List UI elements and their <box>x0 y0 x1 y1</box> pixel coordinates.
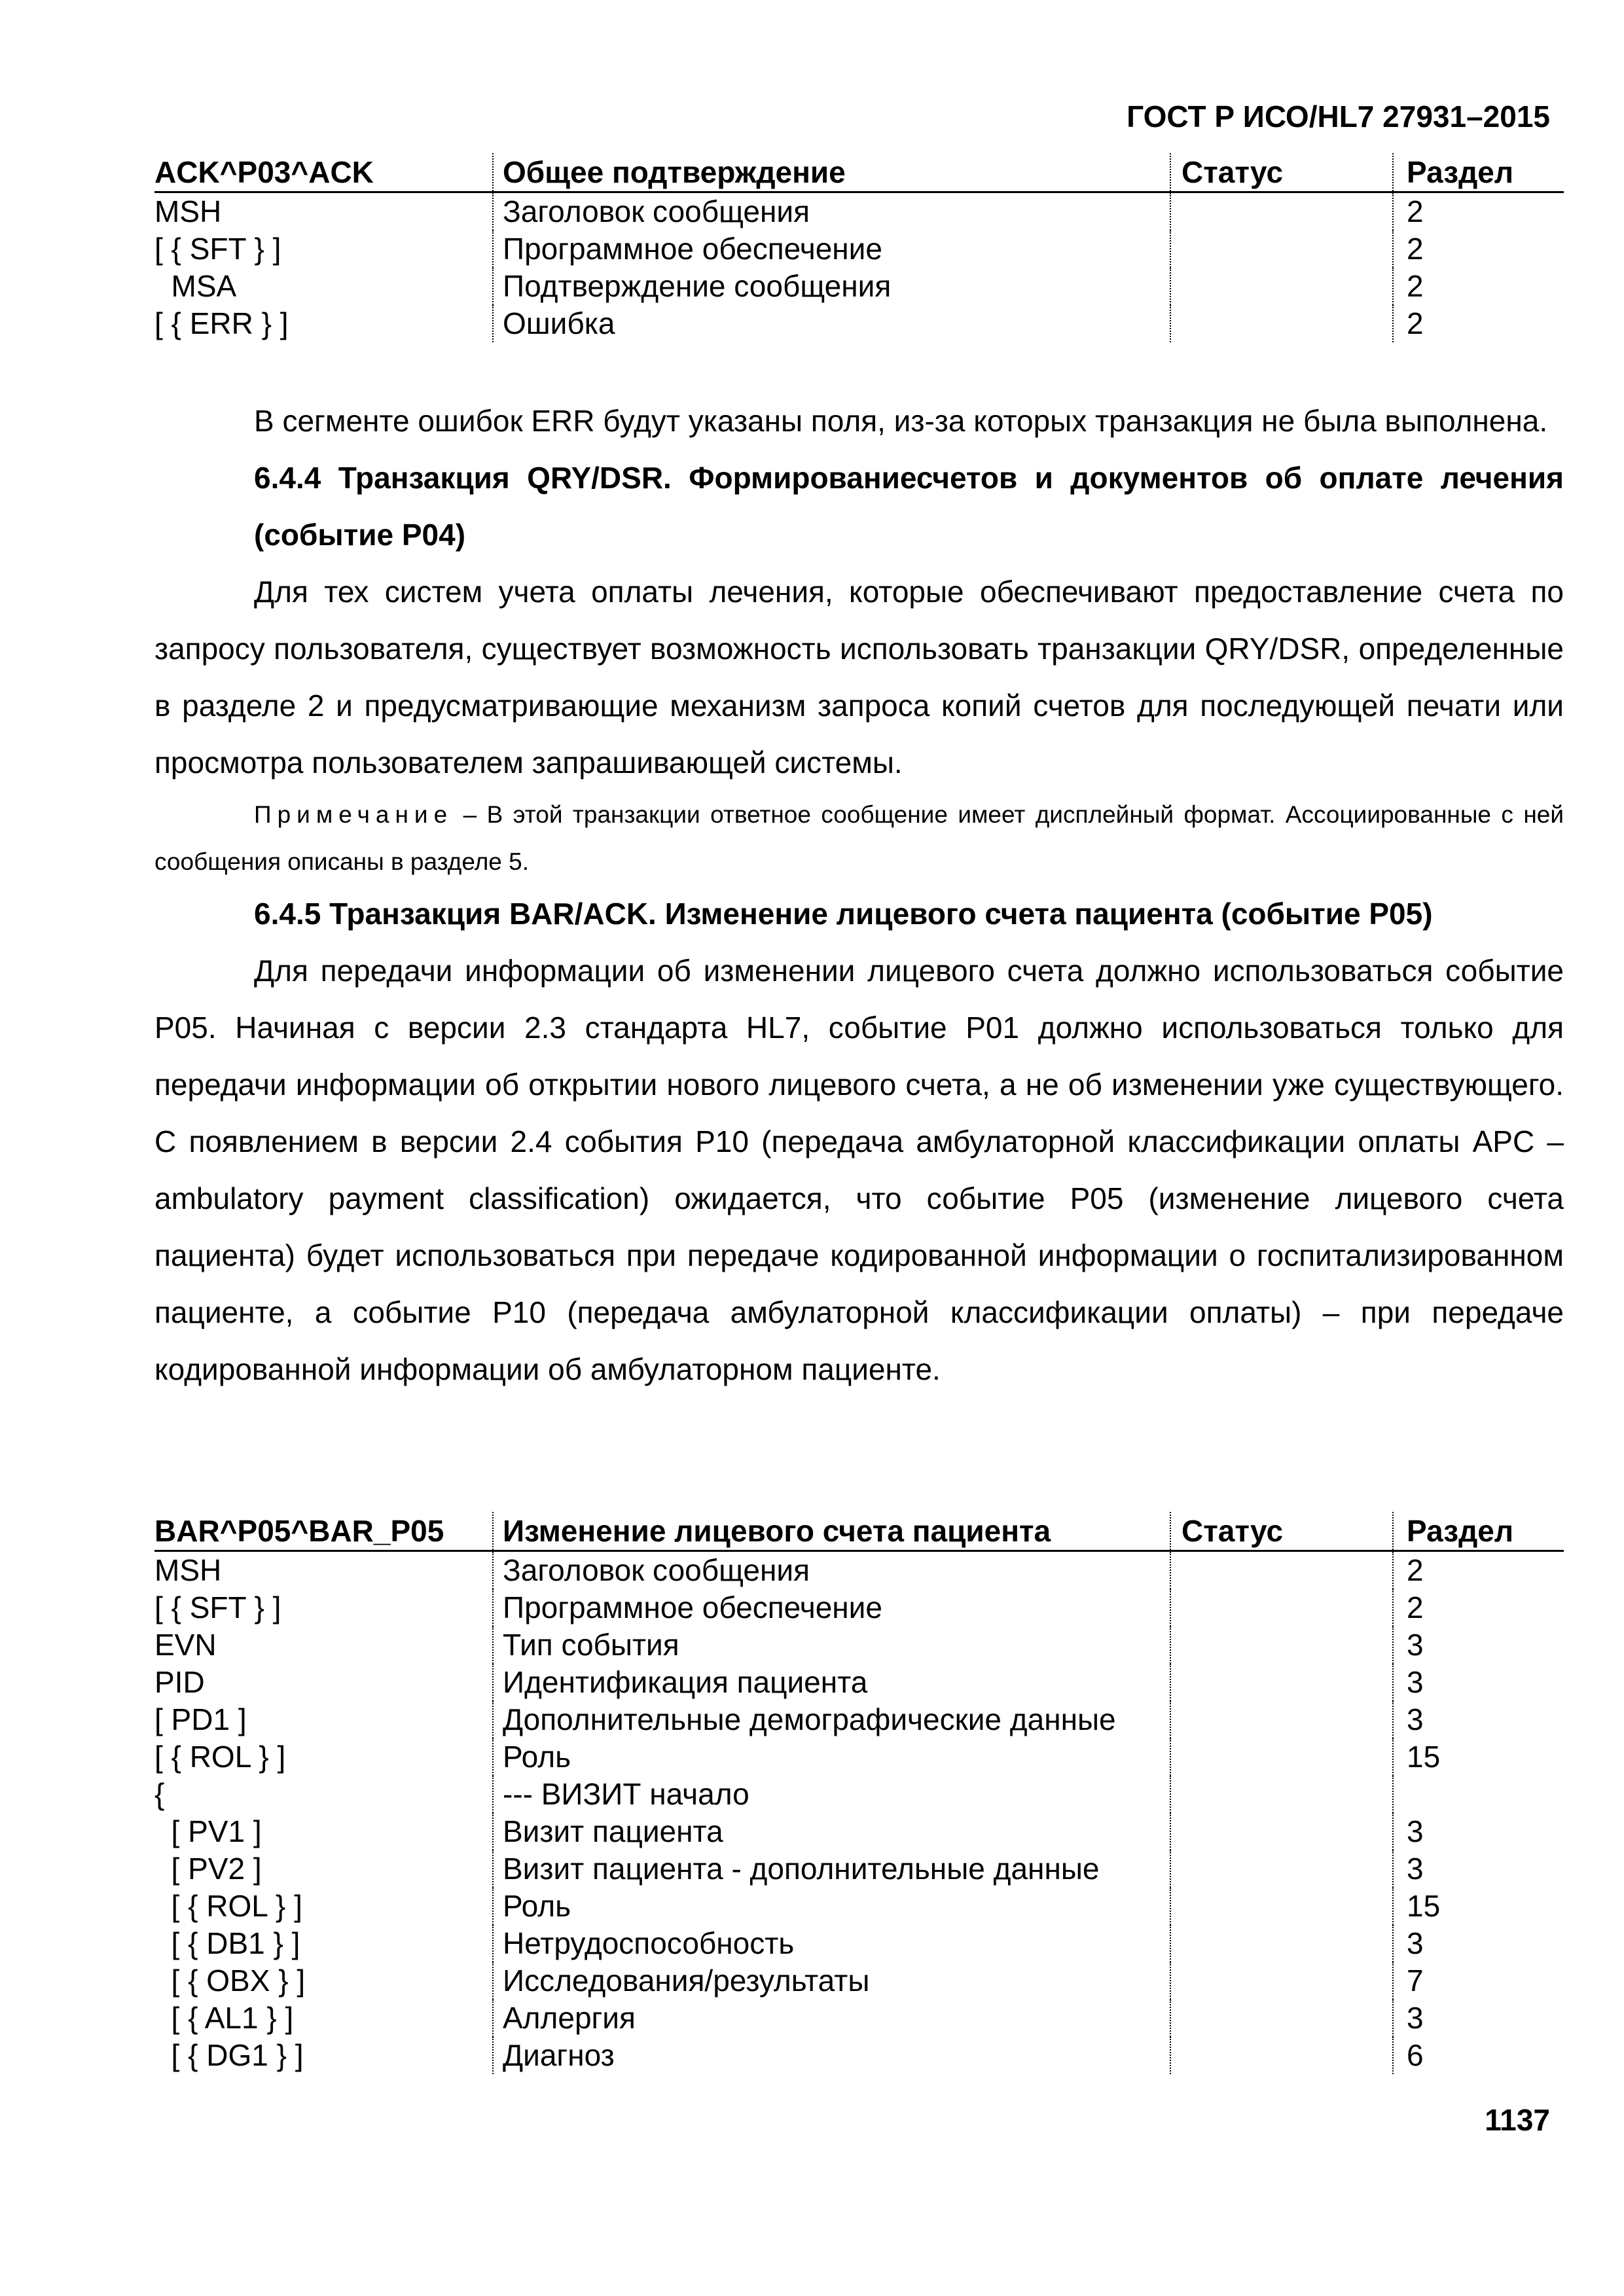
segment-status <box>1170 1850 1392 1888</box>
segment-section: 3 <box>1392 1850 1564 1888</box>
segment-code: [ PV1 ] <box>154 1814 262 1848</box>
segment-code: [ { OBX } ] <box>154 1964 306 1998</box>
table-header-row <box>154 1512 1564 1552</box>
segment-section: 15 <box>1392 1738 1564 1776</box>
segment-section <box>1392 1776 1564 1813</box>
table-row <box>154 230 1564 268</box>
table-row <box>154 193 1564 230</box>
segment-description: Программное обеспечение <box>492 1589 1170 1626</box>
segment-status <box>1170 1589 1392 1626</box>
segment-description: Визит пациента <box>492 1813 1170 1850</box>
document-standard-title: ГОСТ Р ИСО/HL7 27931–2015 <box>1127 99 1550 134</box>
table-row <box>154 268 1564 305</box>
segment-code: [ PD1 ] <box>154 1702 247 1736</box>
segment-description: Исследования/результаты <box>492 1962 1170 2000</box>
segment-status <box>1170 1813 1392 1850</box>
note-text: – В этой транзакции ответное сообщение имеет дисплейный формат. Ассоциированные с ней сообщения описаны в разделе 5. <box>154 801 1564 875</box>
table-row <box>154 1664 1564 1701</box>
segment-section: 3 <box>1392 1925 1564 1962</box>
section-heading-6-4-5: 6.4.5 Транзакция BAR/ACK. Изменение лицевого счета пациента (событие P05) <box>254 897 1433 931</box>
segment-description: Заголовок сообщения <box>492 193 1170 230</box>
segment-section: 3 <box>1392 1664 1564 1701</box>
segment-description: Заголовок сообщения <box>492 1552 1170 1589</box>
segment-status <box>1170 1888 1392 1925</box>
segment-section: 3 <box>1392 1701 1564 1738</box>
column-header-message: BAR^P05^BAR_P05 <box>154 1514 444 1548</box>
segment-code: { <box>154 1777 165 1811</box>
segment-section: 3 <box>1392 1626 1564 1664</box>
segment-section: 15 <box>1392 1888 1564 1925</box>
segment-status <box>1170 1925 1392 1962</box>
segment-code: [ { DG1 } ] <box>154 2038 304 2072</box>
bar-p05-message-table <box>154 1512 1564 2074</box>
table-row <box>154 1850 1564 1888</box>
segment-section: 2 <box>1392 230 1564 268</box>
paragraph-p05-event: Для передачи информации об изменении лицевого счета должно использоваться событие P05. Начиная с версии 2.3 стандарта HL7, событие P01 должно использоваться только для передачи информации об открытии нового лицевого счета, а не об изменении уже существующего. С появлением в версии 2.4 события P10 (передача амбулаторной классификации оплаты APC – ambulatory payment classification) ожидается, что событие P05 (изменение лицевого счета пациента) будет использоваться при передаче кодированной информации о госпитализированном пациенте, а событие P10 (передача амбулаторной классификации оплаты) – при передаче кодированной информации об амбулаторном пациенте. <box>154 954 1564 1386</box>
segment-code: EVN <box>154 1628 217 1662</box>
segment-description: Дополнительные демографические данные <box>492 1701 1170 1738</box>
segment-description: Идентификация пациента <box>492 1664 1170 1701</box>
table-row <box>154 305 1564 342</box>
table-row <box>154 1925 1564 1962</box>
segment-code: MSA <box>154 269 237 303</box>
segment-status <box>1170 2037 1392 2074</box>
segment-code: [ { DB1 } ] <box>154 1926 300 1960</box>
column-header-description: Общее подтверждение <box>492 153 1170 191</box>
segment-description: --- ВИЗИТ начало <box>492 1776 1170 1813</box>
segment-code: [ { ERR } ] <box>154 306 289 340</box>
segment-section: 2 <box>1392 1589 1564 1626</box>
segment-description: Роль <box>492 1738 1170 1776</box>
table-row <box>154 1888 1564 1925</box>
column-header-status: Статус <box>1170 153 1392 191</box>
segment-section: 6 <box>1392 2037 1564 2074</box>
segment-status <box>1170 1626 1392 1664</box>
segment-section: 7 <box>1392 1962 1564 2000</box>
table-row <box>154 1552 1564 1589</box>
section-heading-6-4-4: 6.4.4 Транзакция QRY/DSR. Формированиесчетов и документов об оплате лечения (событие P04) <box>254 461 1564 552</box>
segment-status <box>1170 1738 1392 1776</box>
paragraph-qry-dsr: Для тех систем учета оплаты лечения, которые обеспечивают предоставление счета по запросу пользователя, существует возможность использовать транзакции QRY/DSR, определенные в разделе 2 и предусматривающие механизм запроса копий счетов для последующей печати или просмотра пользователем запрашивающей системы. <box>154 575 1564 780</box>
table-row <box>154 1589 1564 1626</box>
segment-description: Подтверждение сообщения <box>492 268 1170 305</box>
segment-code: [ { ROL } ] <box>154 1889 302 1923</box>
segment-description: Роль <box>492 1888 1170 1925</box>
column-header-description: Изменение лицевого счета пациента <box>492 1512 1170 1550</box>
segment-status <box>1170 1552 1392 1589</box>
segment-section: 3 <box>1392 1813 1564 1850</box>
segment-description: Аллергия <box>492 2000 1170 2037</box>
table-header-row <box>154 153 1564 193</box>
segment-code: [ PV2 ] <box>154 1852 262 1886</box>
segment-section: 2 <box>1392 305 1564 342</box>
segment-status <box>1170 193 1392 230</box>
column-header-status: Статус <box>1170 1512 1392 1550</box>
segment-section: 2 <box>1392 1552 1564 1589</box>
segment-code: [ { ROL } ] <box>154 1740 286 1774</box>
segment-code: [ { SFT } ] <box>154 232 281 266</box>
table-row <box>154 2037 1564 2074</box>
segment-description: Диагноз <box>492 2037 1170 2074</box>
segment-status <box>1170 1701 1392 1738</box>
segment-description: Нетрудоспособность <box>492 1925 1170 1962</box>
table-row <box>154 2000 1564 2037</box>
column-header-section: Раздел <box>1392 153 1564 191</box>
table-row <box>154 1738 1564 1776</box>
segment-description: Ошибка <box>492 305 1170 342</box>
segment-code: PID <box>154 1665 205 1699</box>
segment-status <box>1170 305 1392 342</box>
segment-status <box>1170 268 1392 305</box>
page-number: 1137 <box>1485 2103 1550 2137</box>
segment-status <box>1170 230 1392 268</box>
segment-status <box>1170 2000 1392 2037</box>
segment-description: Визит пациента - дополнительные данные <box>492 1850 1170 1888</box>
segment-section: 3 <box>1392 2000 1564 2037</box>
segment-section: 2 <box>1392 268 1564 305</box>
table-row <box>154 1701 1564 1738</box>
segment-status <box>1170 1664 1392 1701</box>
column-header-message: ACK^P03^ACK <box>154 155 374 189</box>
note-label: Примечание <box>254 801 454 828</box>
segment-code: [ { AL1 } ] <box>154 2001 294 2035</box>
body-text <box>154 393 1564 1398</box>
ack-message-table <box>154 153 1564 342</box>
segment-status <box>1170 1962 1392 2000</box>
segment-description: Программное обеспечение <box>492 230 1170 268</box>
column-header-section: Раздел <box>1392 1512 1564 1550</box>
note-paragraph <box>154 791 1564 886</box>
table-row <box>154 1962 1564 2000</box>
table-row <box>154 1813 1564 1850</box>
table-row <box>154 1626 1564 1664</box>
segment-code: [ { SFT } ] <box>154 1590 281 1624</box>
table-row <box>154 1776 1564 1813</box>
paragraph-err-segment: В сегменте ошибок ERR будут указаны поля, из-за которых транзакция не была выполнена. <box>254 404 1548 438</box>
segment-status <box>1170 1776 1392 1813</box>
segment-code: MSH <box>154 1553 222 1587</box>
segment-code: MSH <box>154 194 222 228</box>
segment-description: Тип события <box>492 1626 1170 1664</box>
segment-section: 2 <box>1392 193 1564 230</box>
